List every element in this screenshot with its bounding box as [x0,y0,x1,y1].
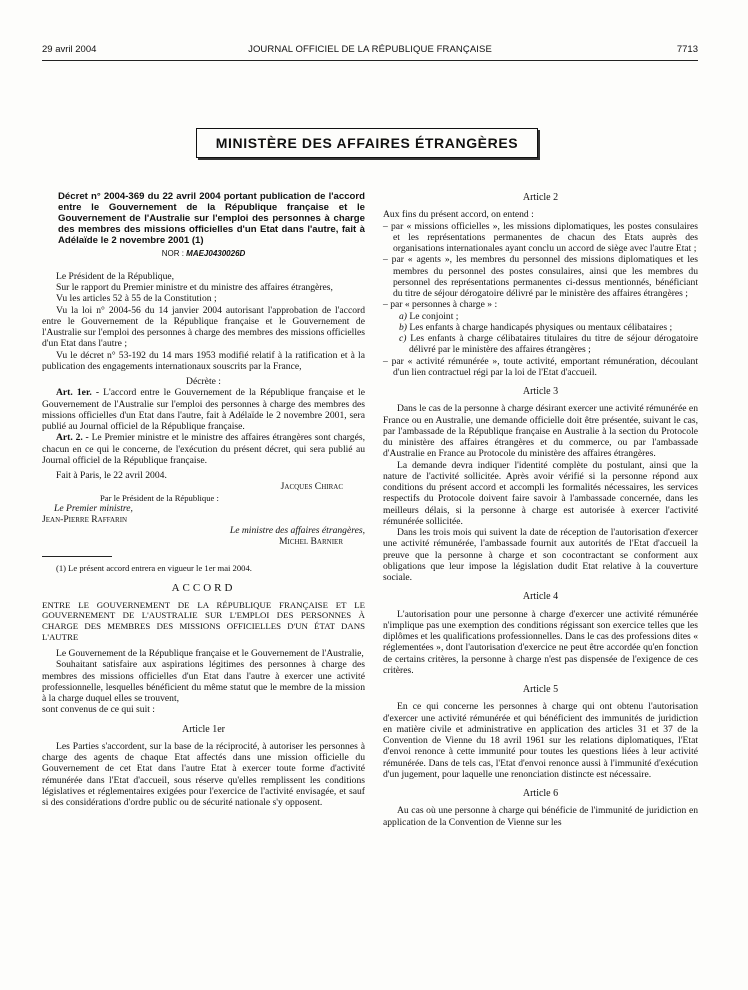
header-rule [42,60,698,61]
ministre-name: Michel Barnier [279,536,343,548]
accord-paragraph: Le Gouvernement de la République française et le Gouvernement de l'Australie, [56,648,364,660]
article-1-text: Les Parties s'accordent, sur la base de la réciprocité, à autoriser les personnes à charge des agents de chaque Etat affectés dans une mission officielle du Gouvernement de cet Etat dans l'autre Etat à exercer toute forme d'activité rémunérée dans l'Etat d'accueil, sous réserve qu'elles remplissent les conditions législatives et réglementaires exigées pour l'exercice de l'activité envisagée, et sauf si des considérations d'ordre public ou de sécurité nationale s'y opposent. [42,740,365,809]
sub-item-text: Les enfants à charge handicapés physiques ou mentaux célibataires ; [409,321,673,333]
article-label: Art. 2. - [56,432,89,444]
premier-ministre-name: Jean-Pierre Raffarin [42,513,128,525]
article-2-heading: Article 2 [522,192,559,203]
sub-list-item [383,333,698,356]
article-3-paragraph: Dans le cas de la personne à charge désirant exercer une activité rémunérée en France ou en Australie, une demande officielle doit être présentée, suivant le cas, par l'ambassade de la République française en Australie à la section du Protocole du ministère des affaires étrangères et du commerce, ou par l'ambassade d'Australie en France au Protocole du ministère des affaires étrangères. [383,403,698,460]
accord-subtitle: ENTRE LE GOUVERNEMENT DE LA RÉPUBLIQUE FRANÇAISE ET LE GOUVERNEMENT DE L'AUSTRALIE SUR L'EMPLOI DES PERSONNES À CHARGE DES MEMBRES DES MISSIONS OFFICIELLES D'UN ÉTAT DANS L'AUTRE [42,599,365,642]
article-text: L'accord entre le Gouvernement de la République française et le Gouvernement de l'Australie sur l'emploi des personnes à charge des membres des missions officielles d'un Etat dans l'autre, fait à Adélaïde le 2 novembre 2001, sera publié au Journal officiel de la République française. [42,387,365,433]
list-item: – par « personnes à charge » : [383,299,498,311]
fait-line: Fait à Paris, le 22 avril 2004. [56,470,167,482]
article-text: Le Premier ministre et le ministre des affaires étrangères sont chargés, chacun en ce qui le concerne, de l'exécution du présent décret, qui sera publié au Journal officiel de la République française. [42,432,365,466]
decree-article-2 [42,432,365,466]
accord-paragraph: sont convenus de ce qui suit : [42,704,155,716]
ministry-title: MINISTÈRE DES AFFAIRES ÉTRANGÈRES [215,135,519,151]
article-3-heading: Article 3 [522,386,559,397]
decree-title: Décret n° 2004-369 du 22 avril 2004 portant publication de l'accord entre le Gouvernement de la République française et le Gouvernement de l'Australie sur l'emploi des personnes à charge des membres des missions officielles d'un Etat dans l'autre, fait à Adélaïde le 2 novembre 2001 (1) [58,191,365,246]
article-4-text: L'autorisation pour une personne à charge d'exercer une activité rémunérée n'implique pas une exemption des conditions régissant son exercice telles que les diplômes et les qualifications professionnelles. Dans le cas des professions dites « réglementées », dont l'autorisation d'exercice ne peut être accordée qu'en fonction de certains critères, la personne à charge n'est pas dispensée de l'exigence de ces critères. [383,608,698,676]
article-2-intro: Aux fins du présent accord, on entend : [383,209,534,221]
right-column [383,192,698,828]
premier-ministre-title: Le Premier ministre, [54,502,133,514]
article-1-heading: Article 1er [181,723,226,735]
page-header [42,44,698,58]
article-6-text: Au cas où une personne à charge qui bénéficie de l'immunité de juridiction en application de la Convention de Vienne sur les [383,805,698,828]
sub-list-item [383,311,698,322]
article-label: Art. 1er. - [56,387,100,399]
decrete-line: Décrète : [186,376,221,388]
article-3-paragraph: Dans les trois mois qui suivent la date de réception de l'autorisation d'exercer une activité rémunérée, l'ambassade fournit aux autorités de l'Etat d'accueil la preuve que la personne à charge et son cocontractant se conforment aux obligations que leur impose la législation dudit Etat relative à la couverture sociale. [383,527,698,583]
signature-president: Jacques Chirac [280,481,343,493]
article-5-heading: Article 5 [522,684,559,695]
list-item: – par « agents », les membres du personnel des missions diplomatiques et les membres du personnel des postes consulaires, ainsi que les membres du personnel des représentations permanentes ci-dessus mentionnés, bénéficiant du titre de séjour dérogatoire délivré par le ministère des affaires étrangères ; [383,254,698,299]
list-item: – par « activité rémunérée », toute activité, emportant rémunération, découlant d'un lien contractuel régi par la loi de l'Etat d'accueil. [383,355,698,378]
decree-paragraph: Vu le décret n° 53-192 du 14 mars 1953 modifié relatif à la ratification et à la publication des engagements internationaux souscrits par la France, [42,349,365,372]
decree-paragraph: Sur le rapport du Premier ministre et du ministre des affaires étrangères, [56,282,333,294]
left-column [42,192,365,808]
sub-item-text: Les enfants à charge célibataires titulaires du titre de séjour dérogatoire délivré par le ministère des affaires étrangères ; [409,333,698,356]
article-3-paragraph: La demande devra indiquer l'identité complète du postulant, ainsi que la nature de l'activité sollicitée. Après avoir vérifié si la personne répond aux conditions du présent accord et accompli les formalités nécessaires, les services respectifs du Protocole doivent faire savoir à l'ambassade concernée, dans les meilleurs délais, si la personne à charge est autorisée à exercer l'activité rémunérée sollicitée. [383,459,698,527]
article-5-text: En ce qui concerne les personnes à charge qui ont obtenu l'autorisation d'exercer une activité rémunérée et qui bénéficient des immunités de juridiction en matière civile et administrative en application des articles 31 et 37 de la Convention de Vienne du 18 avril 1961 sur les relations diplomatiques, l'Etat d'envoi renonce à cette immunité pour toutes les questions liées à leur activité rémunérée. Dans de tels cas, l'Etat d'envoi renonce aussi à l'immunité d'exécution d'un jugement, pour laquelle une renonciation distincte est nécessaire. [383,701,698,780]
article-6-heading: Article 6 [522,788,559,799]
header-page-number: 7713 [676,44,698,55]
accord-paragraph: Souhaitant satisfaire aux aspirations légitimes des personnes à charge des membres des missions officielles d'un Etat dans l'autre à exercer une activité professionnelle, lesquelles bénéficient du même statut que le membre de la mission à la charge duquel elles se trouvent, [42,659,365,705]
ministry-banner [196,128,538,158]
decree-paragraph: Vu les articles 52 à 55 de la Constitution ; [56,293,217,305]
accord-heading: ACCORD [171,581,236,594]
sub-item-label: b) [399,321,407,333]
nor-code: MAEJ0430026D [186,248,246,258]
sub-item-label: c) [399,333,407,344]
decree-paragraph: Vu la loi n° 2004-56 du 14 janvier 2004 autorisant l'approbation de l'accord entre le Gouvernement de la République française et le Gouvernement de l'Australie sur l'emploi des personnes à charge des membres des missions officielles d'un Etat dans l'autre ; [42,304,365,350]
decree-article-1 [42,387,365,432]
decree-paragraph: Le Président de la République, [56,270,175,282]
list-item: – par « missions officielles », les missions diplomatiques, les postes consulaires et les représentations permanentes de chacun des Etats auprès des organisations internationales ayant conclu un accord de siège avec l'autre Etat ; [383,220,698,254]
article-4-heading: Article 4 [522,591,559,603]
footnote: (1) Le présent accord entrera en vigueur le 1er mai 2004. [56,562,252,573]
nor-label: NOR : [161,248,184,258]
sub-item-label: a) [399,310,407,322]
par-le-president: Par le Président de la République : [100,492,219,503]
header-date: 29 avril 2004 [42,44,97,55]
header-journal-title: JOURNAL OFFICIEL DE LA RÉPUBLIQUE FRANÇAISE [248,44,492,55]
nor-reference [42,248,365,259]
sub-list-item [383,322,698,333]
ministre-title: Le ministre des affaires étrangères, [229,525,365,537]
footnote-rule [42,556,112,557]
sub-item-text: Le conjoint ; [409,310,459,322]
